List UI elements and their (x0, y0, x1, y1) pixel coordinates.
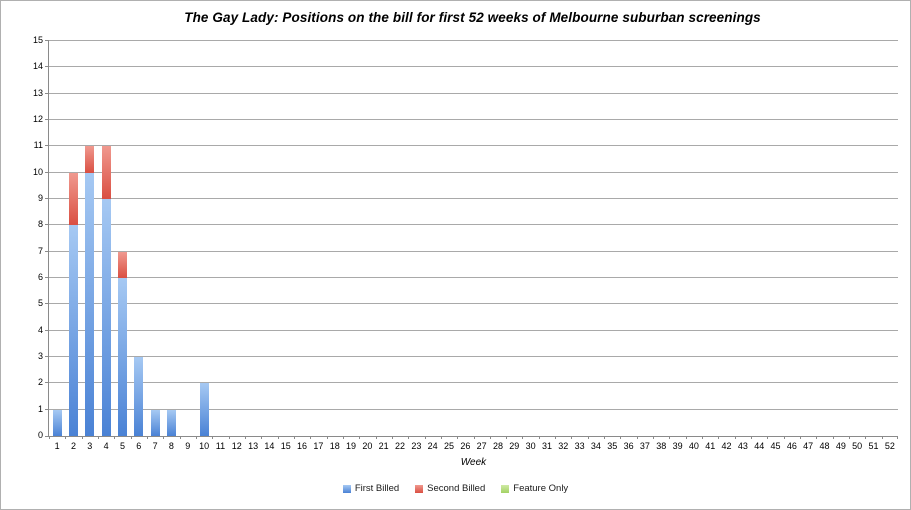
y-tick-3 (45, 356, 49, 357)
x-axis-label-week-30: 30 (525, 441, 536, 451)
x-tick-46 (800, 436, 801, 439)
x-axis-label-week-49: 49 (835, 441, 846, 451)
x-tick-42 (735, 436, 736, 439)
y-tick-9 (45, 198, 49, 199)
gridline-y-15 (49, 40, 898, 41)
bar-week-5-first-billed (118, 278, 127, 436)
x-tick-19 (359, 436, 360, 439)
x-tick-27 (490, 436, 491, 439)
y-axis-label: 8 (37, 219, 43, 230)
x-tick-52 (897, 436, 898, 439)
y-axis-label: 2 (37, 377, 43, 388)
x-axis-label-week-3: 3 (87, 441, 93, 451)
x-tick-31 (555, 436, 556, 439)
x-tick-8 (180, 436, 181, 439)
x-axis-label-week-15: 15 (280, 441, 291, 451)
y-tick-13 (45, 93, 49, 94)
x-tick-50 (865, 436, 866, 439)
x-tick-24 (441, 436, 442, 439)
x-axis-label-week-24: 24 (427, 441, 438, 451)
x-tick-13 (261, 436, 262, 439)
x-tick-12 (245, 436, 246, 439)
x-axis-label-week-39: 39 (672, 441, 683, 451)
x-axis-label-week-13: 13 (248, 441, 259, 451)
x-tick-41 (718, 436, 719, 439)
x-tick-34 (604, 436, 605, 439)
gridline-y-9 (49, 198, 898, 199)
x-tick-7 (163, 436, 164, 439)
x-axis-label-week-10: 10 (199, 441, 210, 451)
bar-week-7-first-billed (151, 410, 160, 436)
y-axis-label: 3 (37, 351, 43, 361)
x-tick-39 (686, 436, 687, 439)
bar-week-2-first-billed (69, 225, 78, 436)
x-tick-15 (294, 436, 295, 439)
y-axis-label: 1 (37, 403, 43, 414)
x-axis-label-week-33: 33 (574, 441, 585, 451)
bar-week-4-first-billed (102, 199, 111, 436)
x-axis-label-week-46: 46 (786, 441, 797, 451)
x-axis-label-week-52: 52 (884, 441, 895, 451)
x-tick-45 (784, 436, 785, 439)
x-tick-18 (343, 436, 344, 439)
y-tick-10 (45, 172, 49, 173)
legend-swatch-feature-only (501, 485, 509, 493)
y-tick-7 (45, 251, 49, 252)
x-axis-label-week-35: 35 (607, 441, 618, 451)
gridline-y-10 (49, 172, 898, 173)
y-tick-8 (45, 224, 49, 225)
x-axis-label-week-28: 28 (492, 441, 503, 451)
x-tick-1 (65, 436, 66, 439)
x-axis-label-week-36: 36 (623, 441, 634, 451)
y-tick-5 (45, 303, 49, 304)
x-axis-label-week-23: 23 (411, 441, 422, 451)
y-tick-11 (45, 145, 49, 146)
x-axis-label-week-7: 7 (152, 441, 158, 451)
bar-week-6-first-billed (134, 357, 143, 436)
x-tick-32 (571, 436, 572, 439)
x-tick-6 (147, 436, 148, 439)
x-axis-label-week-6: 6 (136, 441, 142, 451)
x-tick-25 (457, 436, 458, 439)
gridline-y-8 (49, 224, 898, 225)
x-tick-10 (212, 436, 213, 439)
bar-week-8-first-billed (167, 410, 176, 436)
x-axis-label-week-14: 14 (264, 441, 275, 451)
x-axis-label-week-41: 41 (705, 441, 716, 451)
x-tick-3 (98, 436, 99, 439)
gridline-y-5 (49, 303, 898, 304)
x-axis-label-week-51: 51 (868, 441, 879, 451)
x-tick-51 (882, 436, 883, 439)
x-tick-33 (588, 436, 589, 439)
gridline-y-6 (49, 277, 898, 278)
legend-swatch-second-billed (415, 485, 423, 493)
x-axis-label-week-48: 48 (819, 441, 830, 451)
x-axis-label-week-5: 5 (119, 441, 125, 451)
gridline-y-11 (49, 145, 898, 146)
x-tick-36 (637, 436, 638, 439)
x-axis-label-week-18: 18 (329, 441, 340, 451)
bar-week-10-first-billed (200, 383, 209, 436)
x-tick-28 (506, 436, 507, 439)
y-tick-6 (45, 277, 49, 278)
legend-item-first-billed (343, 484, 399, 494)
y-axis-label: 0 (37, 430, 43, 440)
x-tick-37 (653, 436, 654, 439)
bar-week-1-first-billed (53, 410, 62, 436)
x-tick-16 (310, 436, 311, 439)
chart-title: The Gay Lady: Positions on the bill for first 52 weeks of Melbourne suburban screenings (184, 10, 761, 25)
y-tick-15 (45, 40, 49, 41)
x-tick-29 (522, 436, 523, 439)
y-axis-label: 6 (37, 272, 43, 282)
bar-week-3-second-billed (85, 146, 94, 172)
x-tick-38 (669, 436, 670, 439)
x-tick-9 (196, 436, 197, 439)
x-tick-2 (82, 436, 83, 439)
x-tick-11 (229, 436, 230, 439)
plot-area (32, 35, 898, 468)
x-axis-label-week-1: 1 (54, 441, 60, 451)
x-axis-label-week-9: 9 (185, 441, 191, 451)
x-axis-label-week-16: 16 (297, 441, 308, 451)
x-axis-label-week-44: 44 (754, 441, 765, 451)
bar-week-3-first-billed (85, 173, 94, 436)
bar-week-2-second-billed (69, 173, 78, 226)
legend (1, 484, 910, 494)
legend-item-second-billed (415, 484, 485, 494)
y-axis-label: 14 (32, 61, 43, 72)
x-axis-label-week-27: 27 (476, 441, 487, 451)
x-tick-40 (702, 436, 703, 439)
legend-label-first-billed: First Billed (354, 483, 400, 494)
x-axis-label-week-21: 21 (378, 441, 389, 451)
x-axis-label-week-2: 2 (70, 441, 76, 451)
x-axis-title: Week (460, 457, 487, 468)
x-axis-label-week-22: 22 (395, 441, 406, 451)
x-axis-label-week-34: 34 (590, 441, 601, 451)
x-tick-43 (751, 436, 752, 439)
y-tick-4 (45, 330, 49, 331)
gridline-y-14 (49, 66, 898, 67)
x-axis-label-week-8: 8 (168, 441, 174, 451)
x-axis-label-week-45: 45 (770, 441, 781, 451)
x-axis-label-week-17: 17 (313, 441, 324, 451)
y-tick-14 (45, 66, 49, 67)
x-axis-label-week-38: 38 (656, 441, 667, 451)
x-axis-label-week-11: 11 (215, 441, 226, 451)
x-tick-44 (767, 436, 768, 439)
y-axis-label: 9 (37, 193, 43, 203)
x-tick-20 (376, 436, 377, 439)
y-axis-label: 10 (32, 166, 43, 177)
y-tick-12 (45, 119, 49, 120)
x-axis-label-week-20: 20 (362, 441, 373, 451)
x-axis-label-week-47: 47 (803, 441, 814, 451)
gridline-y-4 (49, 330, 898, 331)
x-tick-14 (278, 436, 279, 439)
y-axis-label: 12 (32, 114, 43, 124)
gridline-y-3 (49, 356, 898, 357)
x-tick-17 (327, 436, 328, 439)
legend-swatch-first-billed (343, 485, 351, 493)
gridline-y-13 (49, 93, 898, 94)
x-axis-label-week-19: 19 (346, 441, 357, 451)
gridline-y-1 (49, 409, 898, 410)
x-axis-label-week-37: 37 (639, 441, 650, 451)
y-axis-label: 13 (32, 87, 43, 98)
y-axis-label: 7 (37, 245, 43, 256)
y-tick-1 (45, 409, 49, 410)
y-axis-label: 4 (37, 324, 43, 335)
x-tick-48 (833, 436, 834, 439)
x-axis-label-week-25: 25 (443, 441, 454, 451)
gridline-y-2 (49, 382, 898, 383)
x-axis-label-week-12: 12 (231, 441, 242, 451)
x-axis-label-week-42: 42 (721, 441, 732, 451)
bar-week-5-second-billed (118, 252, 127, 278)
x-tick-0 (49, 436, 50, 439)
x-axis-label-week-40: 40 (688, 441, 699, 451)
x-axis-label-week-4: 4 (103, 441, 109, 451)
x-tick-5 (131, 436, 132, 439)
legend-label-second-billed: Second Billed (427, 483, 486, 494)
x-axis-label-week-43: 43 (737, 441, 748, 451)
x-tick-30 (539, 436, 540, 439)
x-tick-49 (849, 436, 850, 439)
y-axis-label: 5 (37, 298, 43, 309)
gridline-y-12 (49, 119, 898, 120)
y-tick-2 (45, 382, 49, 383)
x-tick-23 (425, 436, 426, 439)
y-axis-label: 15 (32, 35, 43, 45)
legend-item-feature-only (501, 484, 568, 494)
x-tick-4 (114, 436, 115, 439)
y-axis-label: 11 (33, 140, 43, 151)
x-tick-26 (474, 436, 475, 439)
x-axis-label-week-31: 31 (541, 441, 552, 451)
x-tick-22 (408, 436, 409, 439)
x-axis-label-week-32: 32 (558, 441, 569, 451)
legend-label-feature-only: Feature Only (513, 483, 569, 494)
x-axis-label-week-26: 26 (460, 441, 471, 451)
x-tick-35 (620, 436, 621, 439)
x-tick-21 (392, 436, 393, 439)
gridline-y-7 (49, 251, 898, 252)
bar-week-4-second-billed (102, 146, 111, 199)
x-axis-label-week-29: 29 (509, 441, 520, 451)
x-tick-47 (816, 436, 817, 439)
x-axis-label-week-50: 50 (852, 441, 863, 451)
